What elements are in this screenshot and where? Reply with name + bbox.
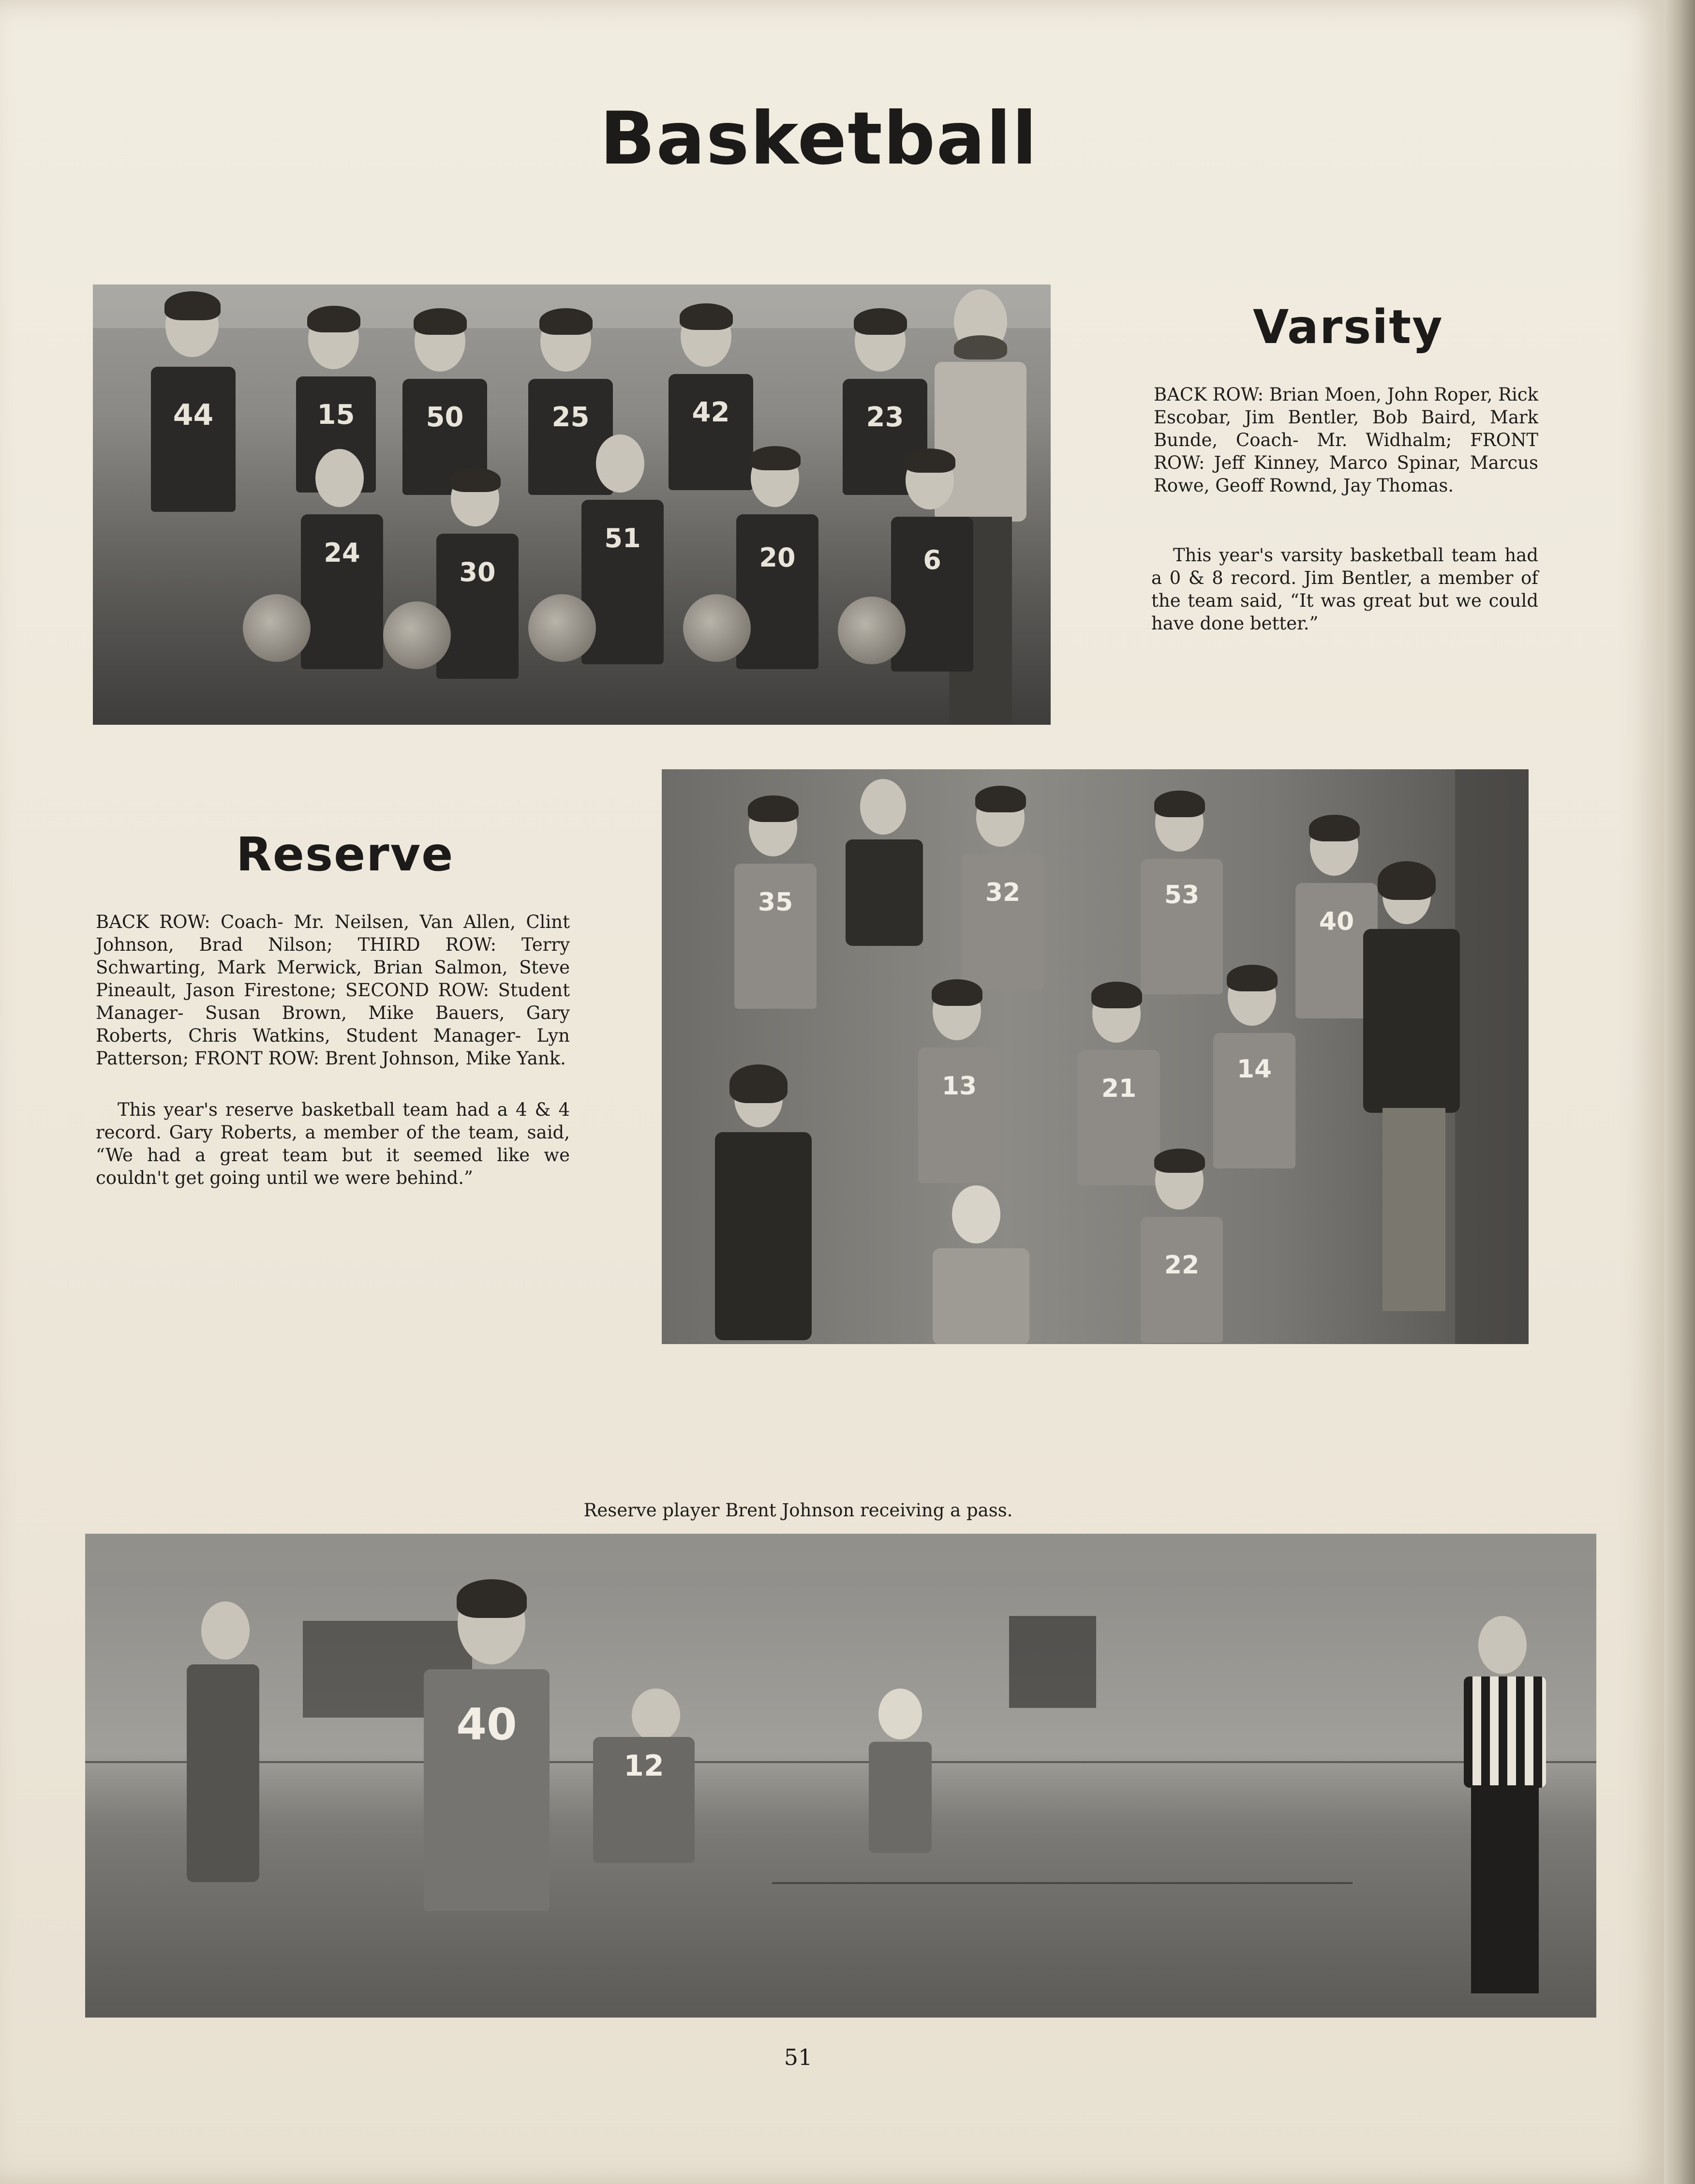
jersey-number: 40 [1295,883,1378,1018]
action-photo-caption: Reserve player Brent Johnson receiving a pass. [583,1500,1013,1521]
jersey-number: 50 [402,379,487,495]
jersey-number: 23 [843,379,927,495]
jersey-number: 44 [151,367,236,512]
varsity-summary-text: This year's varsity basketball team had a 0 & 8 record. Jim Bentler, a member of the team said, “It was great but we could have done better.” [1151,545,1538,634]
reserve-roster-text: BACK ROW: Coach- Mr. Neilsen, Van Allen, Clint Johnson, Brad Nilson; THIRD ROW: Terry Schwarting, Mark Merwick, Brian Salmon, Steve Pineault, Jason Firestone; SECOND ROW: Student Manager- Susan Brown, Mike Bauers, Gary Roberts, Chris Watkins, Student Manager- Lyn Patterson; FRONT ROW: Brent Johnson, Mike Yank. [96,912,570,1069]
court-line [85,1761,1596,1763]
jersey-number: 21 [1078,1050,1160,1185]
jersey-number: 12 [593,1737,695,1863]
reserve-summary-text: This year's reserve basketball team had a 4 & 4 record. Gary Roberts, a member of the team, said, “We had a great team but it seemed like we couldn't get going until we were behind.” [96,1099,570,1188]
varsity-team-photo [93,284,1051,725]
hallway-door [1455,769,1529,1344]
jersey-number: 42 [669,374,753,490]
jersey-number: 30 [436,534,519,679]
varsity-roster-text: BACK ROW: Brian Moen, John Roper, Rick Escobar, Jim Bentler, Bob Baird, Mark Bunde, Coach- Mr. Widhalm; FRONT ROW: Jeff Kinney, Marco Spinar, Marcus Rowe, Geoff Rownd, Jay Thomas. [1154,384,1538,496]
gym-window [1009,1616,1096,1708]
reserve-team-photo [662,769,1529,1344]
book-spine [1664,0,1695,2184]
court-line [772,1882,1353,1884]
jersey-number: 25 [528,379,613,495]
jersey-number: 32 [962,854,1044,989]
jersey-number: 53 [1141,859,1223,994]
game-action-photo [85,1534,1596,2018]
jersey-number: 24 [301,514,383,669]
jersey-number: 14 [1213,1033,1295,1168]
jersey-number: 15 [296,376,376,493]
jersey-number: 35 [734,864,817,1009]
jersey-number: 40 [424,1669,550,1911]
jersey-number: 20 [736,514,818,669]
varsity-heading: Varsity [1253,300,1443,354]
jersey-number: 51 [581,500,664,664]
jersey-number: 6 [891,517,973,672]
jersey-number: 13 [918,1047,1000,1183]
page-number: 51 [784,2044,813,2070]
reserve-heading: Reserve [236,827,454,882]
gym-ceiling [85,1534,1596,1572]
jersey-number: 22 [1141,1217,1223,1343]
page-title: Basketball [600,97,1038,181]
